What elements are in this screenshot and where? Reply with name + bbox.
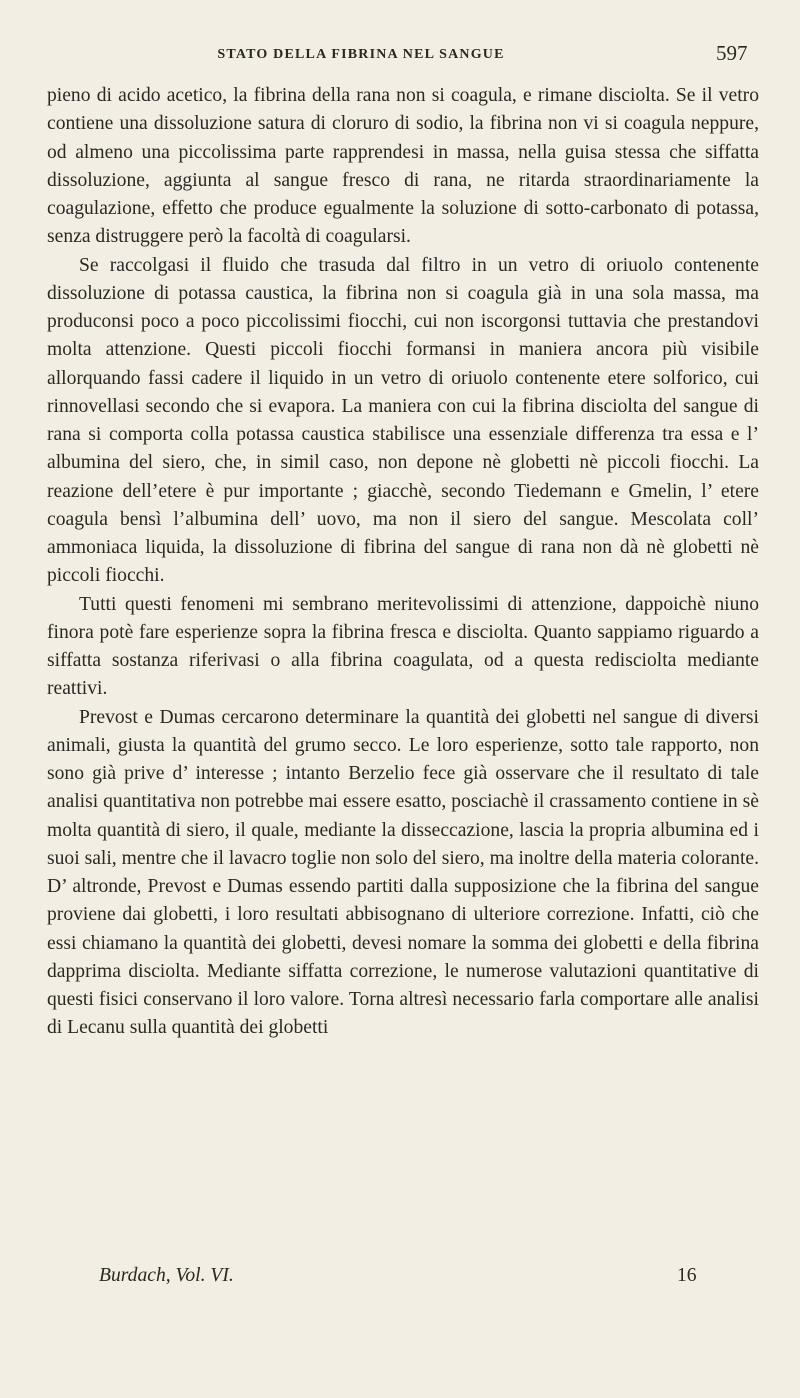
paragraph: Prevost e Dumas cercarono determinare la quantità dei globetti nel sangue di diversi animali, giusta la quantità del grumo secco. Le loro esperienze, sotto tale rapporto, non sono già prive d’ interesse ; intanto Berzelio fece già osservare che il resultato di tale analisi quantitativa non potrebbe mai essere esatto, posciachè il crassamento contiene in sè molta quantità di siero, il quale, mediante la disseccazione, lascia la propria albumina ed i suoi sali, mentre che il lavacro toglie non solo del siero, ma inoltre della materia colorante. D’ altronde, Prevost e Dumas essendo partiti dalla supposizione che la fibrina del sangue proviene dai globetti, i loro resultati abbisognano di ulteriore correzione. Infatti, ciò che essi chiamano la quantità dei globetti, devesi nomare la somma dei globetti e della fibrina dapprima disciolta. Mediante siffatta correzione, le numerose valutazioni quantitative di questi fisici conservano il loro valore. Torna altresì necessario farla comportare alle analisi di Lecanu sulla quantità dei globetti — [47, 706, 759, 1039]
paragraph: Se raccolgasi il fluido che trasuda dal filtro in un vetro di oriuolo contenente dissoluzione di potassa caustica, la fibrina non si coagula già in una sola massa, ma produconsi poco a poco piccolissimi fiocchi, cui non iscorgonsi tuttavia che prestandovi molta attenzione. Questi piccoli fiocchi formansi in maniera ancora più visibile allorquando fassi cadere il liquido in un vetro di oriuolo contenente etere solforico, cui rinnovellasi secondo che si evapora. La maniera con cui la fibrina disciolta del sangue di rana si comporta colla potassa caustica stabilisce una essenziale differenza tra essa e l’ albumina del siero, che, in simil caso, non depone nè globetti nè piccoli fiocchi. La reazione dell’etere è pur importante ; giacchè, secondo Tiedemann e Gmelin, l’ etere coagula bensì l’albumina dell’ uovo, ma non il siero del sangue. Mescolata coll’ ammoniaca liquida, la dissoluzione di fibrina del sangue di rana non dà nè globetti nè piccoli fiocchi. — [47, 254, 759, 587]
signature-mark: 16 — [677, 1265, 697, 1286]
page-number: 597 — [716, 41, 748, 65]
printer-signature: Burdach, Vol. VI. — [99, 1265, 234, 1286]
paragraph: Tutti questi fenomeni mi sembrano meritevolissimi di attenzione, dappoichè niuno finora potè fare esperienze sopra la fibrina fresca e disciolta. Quanto sappiamo riguardo a siffatta sostanza riferivasi o alla fibrina coagulata, od a questa redisciolta mediante reattivi. — [47, 593, 759, 700]
paragraph: pieno di acido acetico, la fibrina della rana non si coagula, e rimane disciolta. Se il vetro contiene una dissoluzione satura di cloruro di sodio, la fibrina non vi si coagula neppure, od almeno una piccolissima parte rapprendesi in massa, nella guisa stessa che siffatta dissoluzione, aggiunta al sangue fresco di rana, ne ritarda straordinariamente la coagulazione, effetto che produce egualmente la soluzione di sotto-carbonato di potassa, senza distruggere però la facoltà di coagularsi. — [47, 85, 759, 248]
body-text — [47, 82, 759, 1043]
page-footer — [47, 1265, 759, 1295]
running-title: STATO DELLA FIBRINA NEL SANGUE — [217, 47, 505, 62]
